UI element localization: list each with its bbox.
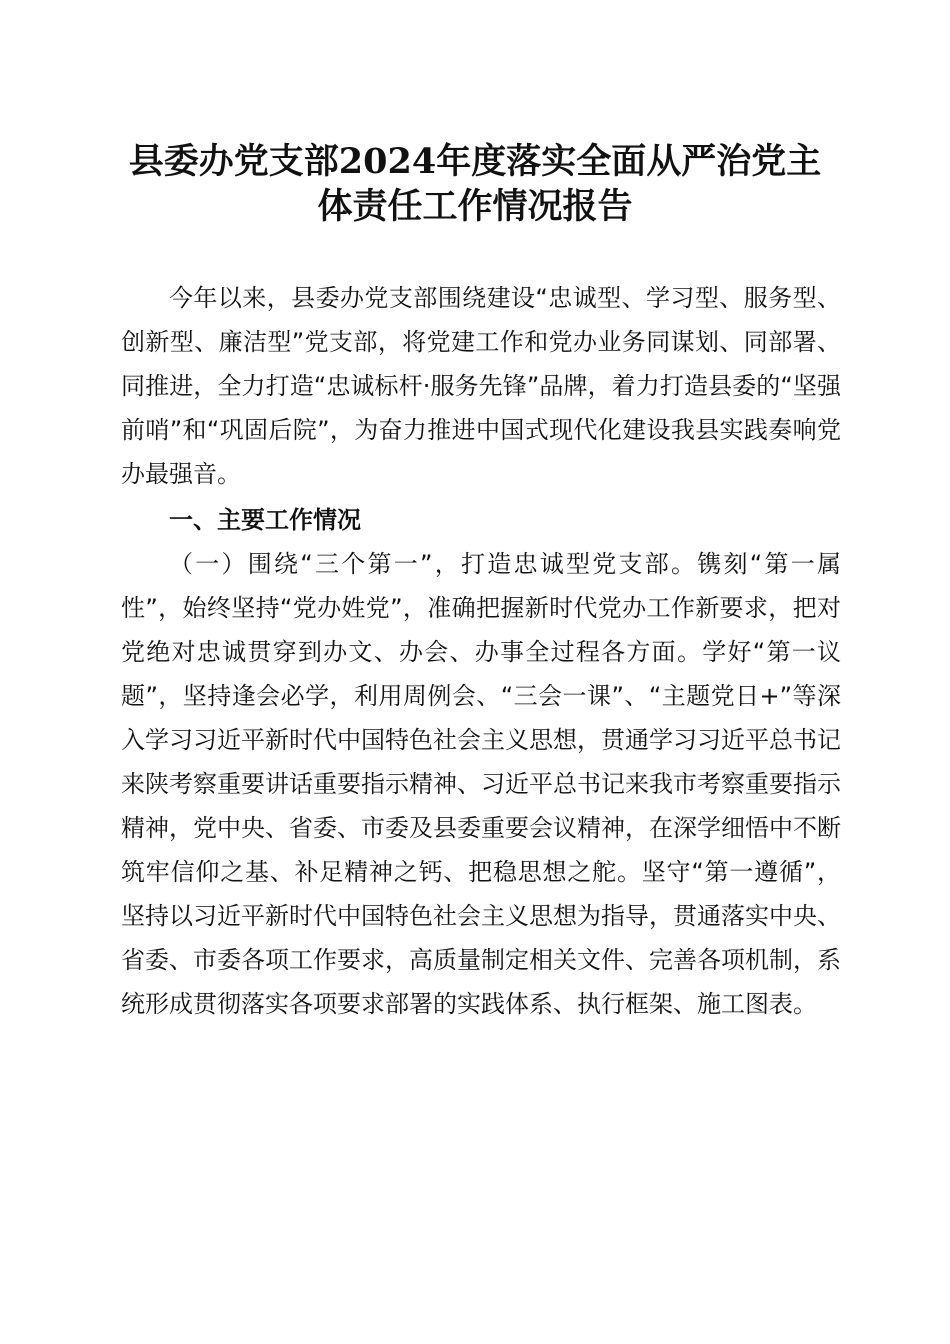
section-heading: 一、主要工作情况 — [169, 506, 361, 534]
document-title-line-1: 县委办党支部2024年度落实全面从严治党主 — [128, 141, 822, 182]
document-title-line-2: 体责任工作情况报告 — [317, 186, 633, 227]
intro-paragraph: 今年以来，县委办党支部围绕建设“忠诚型、学习型、服务型、创新型、廉洁型”党支部，将党建工作和党办业务同谋划、同部署、同推进，全力打造“忠诚标杆·服务先锋”品牌，着力打造县委的“坚强前哨”和“巩固后院”，为奋力推进中国式现代化建设我县实践奏响党办最强音。 — [121, 284, 841, 488]
section-paragraph: （一）围绕“三个第一”，打造忠诚型党支部。镌刻“第一属性”，始终坚持“党办姓党”，准确把握新时代党办工作新要求，把对党绝对忠诚贯穿到办文、办会、办事全过程各方面。学好“第一议题”，坚持逢会必学，利用周例会、“三会一课”、“主题党日+”等深入学习习近平新时代中国特色社会主义思想，贯通学习习近平总书记来陕考察重要讲话重要指示精神、习近平总书记来我市考察重要指示精神，党中央、省委、市委及县委重要会议精神，在深学细悟中不断筑牢信仰之基、补足精神之钙、把稳思想之舵。坚守“第一遵循”，坚持以习近平新时代中国特色社会主义思想为指导，贯通落实中央、省委、市委各项工作要求，高质量制定相关文件、完善各项机制，系统形成贯彻落实各项要求部署的实践体系、执行框架、施工图表。 — [121, 550, 841, 1018]
